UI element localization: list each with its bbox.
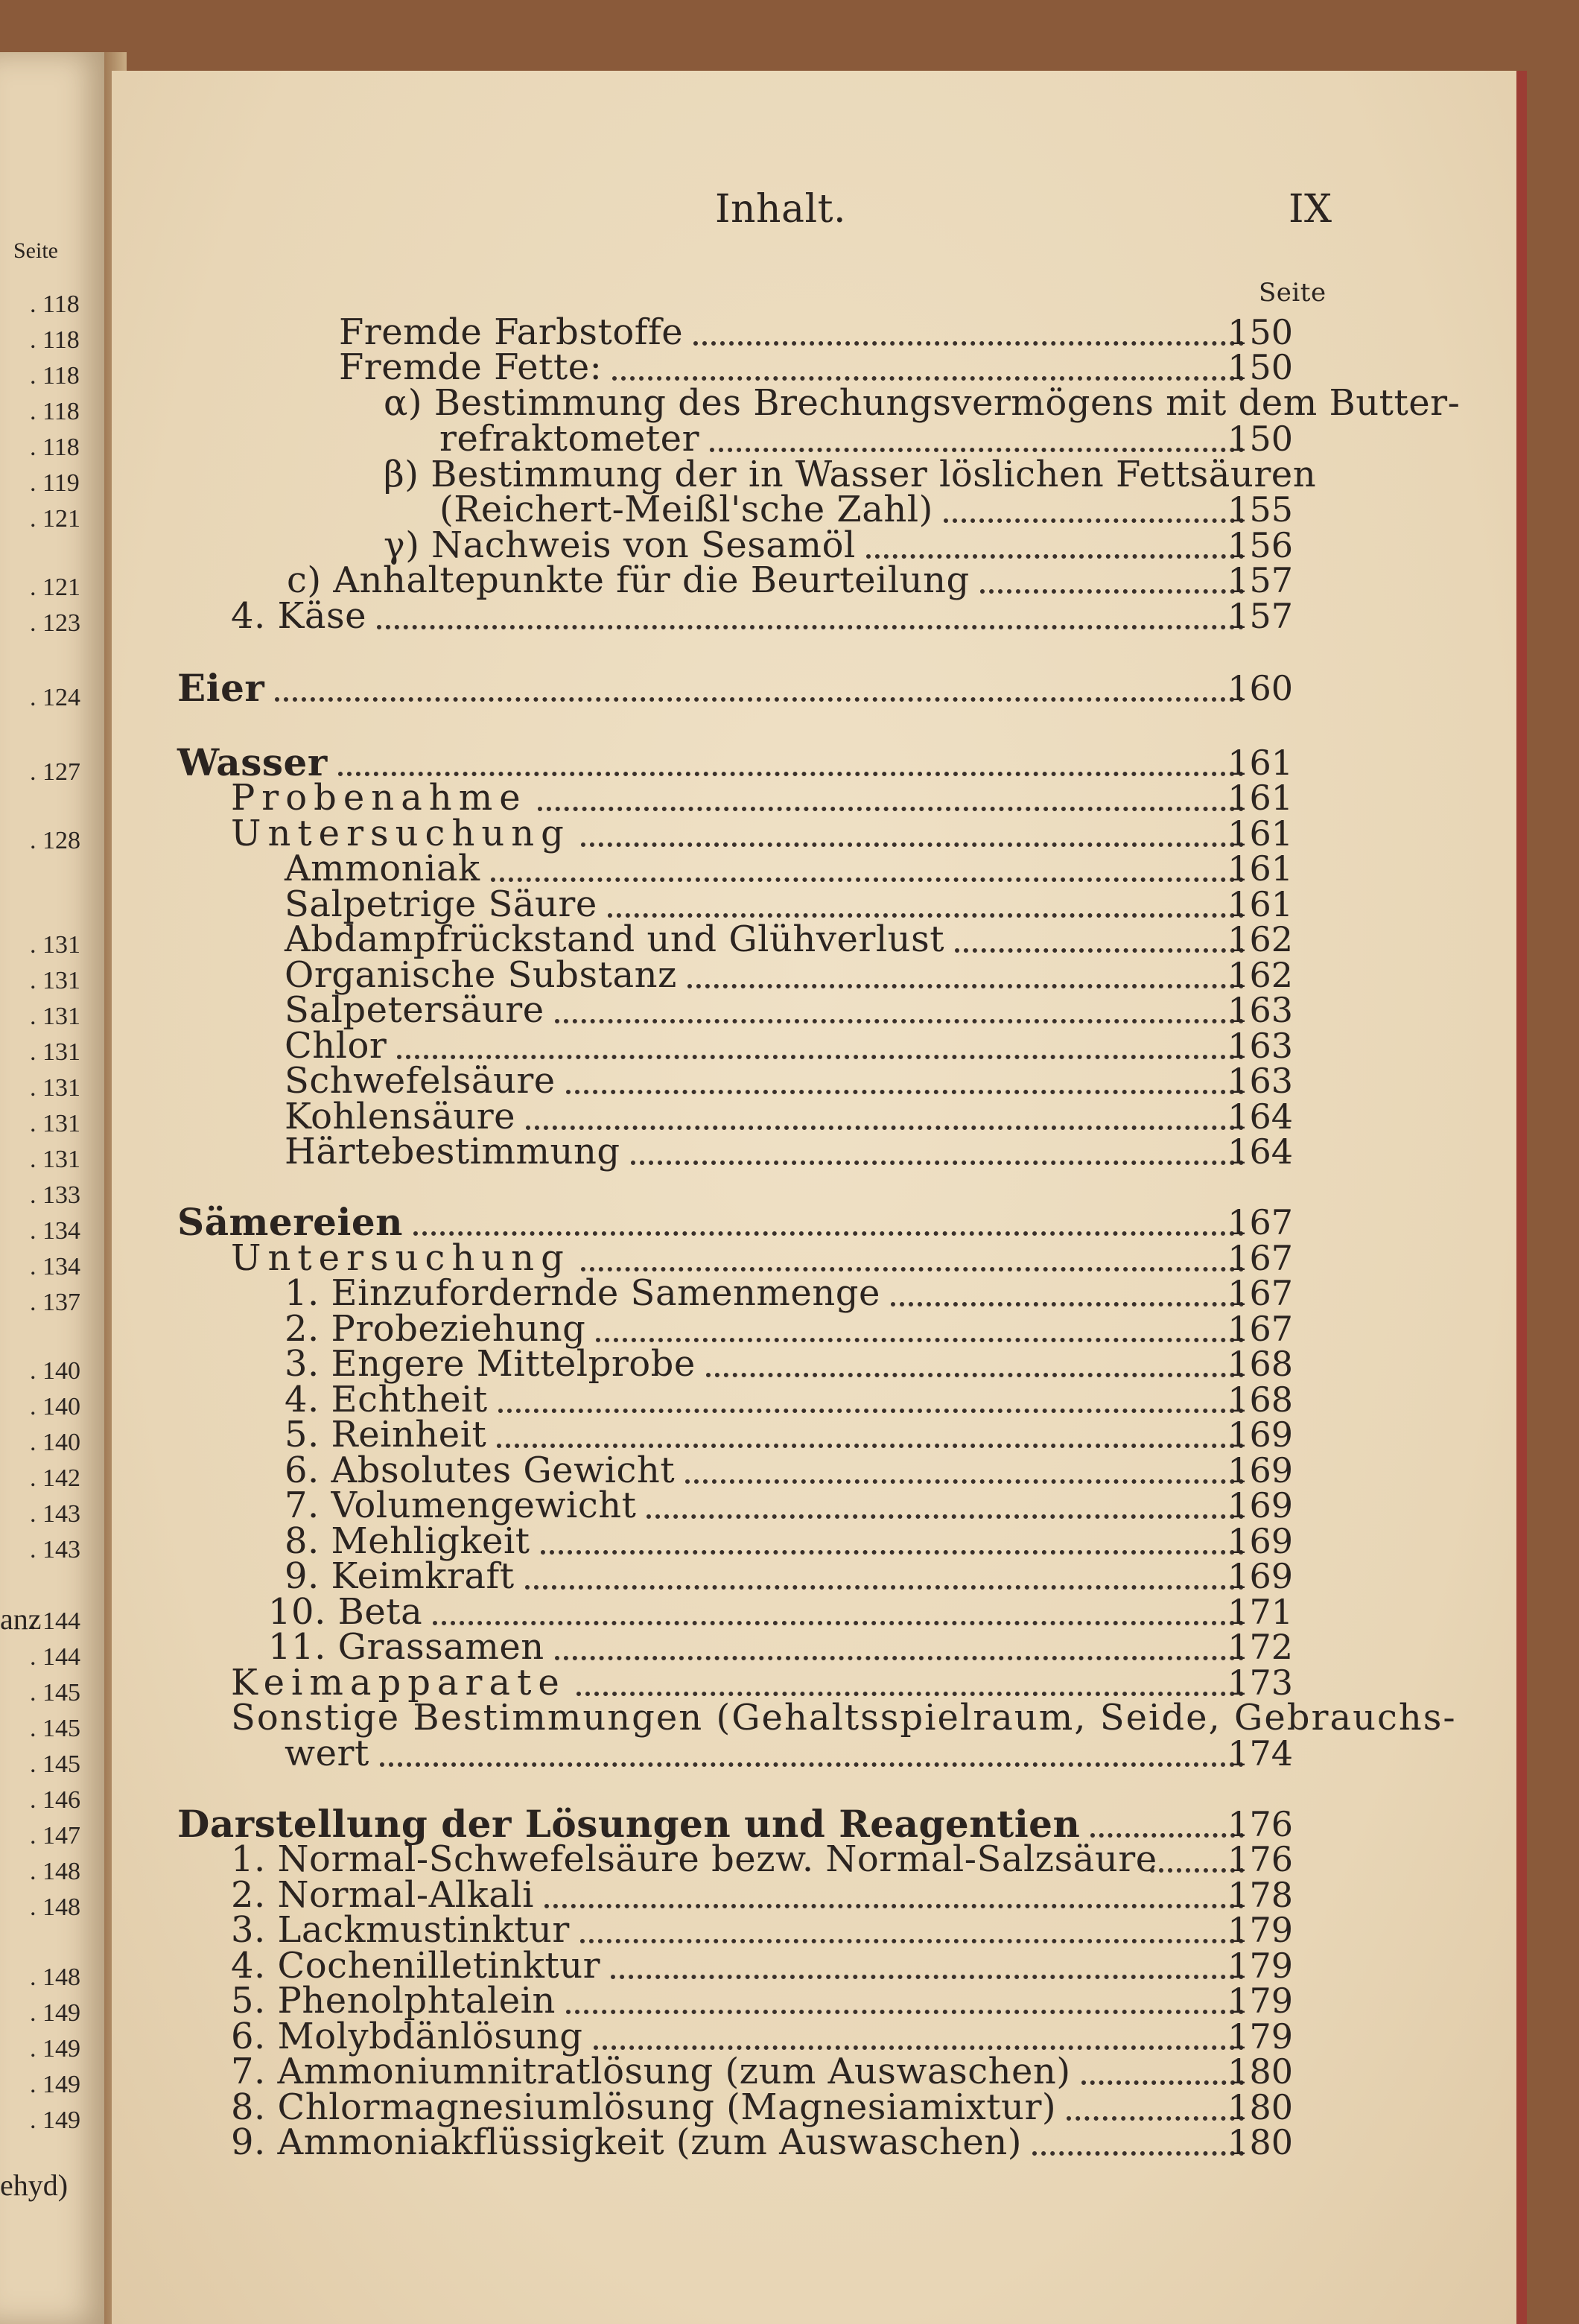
toc-entry-label: 1. Normal-Schwefelsäure bezw. Normal-Salzsäure (231, 1838, 1157, 1880)
toc-entry-label: 7. Ammoniumnitratlösung (zum Auswaschen) (231, 2051, 1071, 2092)
toc-entry-page: 163 (1227, 1061, 1293, 1101)
dot-leader (566, 2010, 1244, 2014)
dot-leader (544, 1904, 1244, 1908)
toc-entry-page: 174 (1227, 1733, 1293, 1774)
toc-entry-label: wert (285, 1733, 369, 1774)
left-page-number: . 148 (30, 1858, 80, 1885)
toc-entry-page: 162 (1227, 955, 1293, 995)
dot-leader (555, 1656, 1244, 1660)
dot-leader (646, 1514, 1244, 1519)
toc-entry-label: 3. Lackmustinktur (231, 1909, 570, 1951)
left-page-number: . 131 (30, 1074, 80, 1102)
left-page-number: . 123 (30, 609, 80, 637)
toc-entry-label: β) Bestimmung der in Wasser löslichen Fettsäuren (384, 454, 1317, 495)
left-page-number: . 134 (30, 1217, 80, 1245)
toc-entry-page: 163 (1227, 1026, 1293, 1066)
toc-entry-label: Kohlensäure (285, 1096, 516, 1137)
toc-entry-page: 167 (1227, 1238, 1293, 1278)
dot-leader (612, 376, 1244, 381)
toc-entry-label: 4. Echtheit (285, 1379, 488, 1420)
toc-entry-label: 2. Probeziehung (285, 1308, 586, 1350)
toc-entry-label: Darstellung der Lösungen und Reagentien (177, 1802, 1081, 1846)
toc-entry-label: 4. Käse (231, 595, 367, 637)
dot-leader (566, 1090, 1244, 1094)
page-title: Inhalt. (715, 187, 847, 232)
left-page-number: . 145 (30, 1715, 80, 1742)
toc-entry-label: Sonstige Bestimmungen (Gehaltsspielraum, Seide, Gebrauchs- (231, 1697, 1457, 1739)
toc-entry-label: 8. Mehligkeit (285, 1520, 530, 1562)
left-page-number: . 144 (30, 1607, 80, 1635)
toc-entry-label: Keimapparate (231, 1662, 566, 1704)
dot-leader (581, 1267, 1244, 1271)
toc-entry-page: 161 (1227, 778, 1293, 818)
toc-entry-label: c) Anhaltepunkte für die Beurteilung (287, 559, 970, 601)
toc-entry-page: 167 (1227, 1309, 1293, 1349)
toc-entry-page: 164 (1227, 1096, 1293, 1137)
left-page-number: . 118 (30, 434, 80, 461)
left-page-number: . 131 (30, 1110, 80, 1137)
left-page-fragment: ehyd) (0, 2168, 69, 2202)
toc-entry-label: α) Bestimmung des Brechungsvermögens mit dem Butter- (384, 382, 1461, 424)
left-page-number: . 140 (30, 1429, 80, 1456)
left-page-number: . 140 (30, 1393, 80, 1420)
toc-entry-label: 4. Cochenilletinktur (231, 1945, 601, 1987)
dot-leader (706, 1373, 1244, 1377)
dot-leader (710, 448, 1244, 452)
toc-entry-page: 164 (1227, 1131, 1293, 1172)
left-page-number: . 128 (30, 827, 80, 854)
left-page-number: . 121 (30, 505, 80, 533)
toc-entry-label: 10. Beta (268, 1591, 423, 1633)
left-page-fragment: anz (0, 1602, 42, 1636)
left-page-number: . 133 (30, 1181, 80, 1209)
toc-entry-page: 180 (1227, 2122, 1293, 2162)
toc-entry-page: 163 (1227, 990, 1293, 1030)
toc-entry-page: 178 (1227, 1875, 1293, 1915)
dot-leader (413, 1231, 1244, 1236)
dot-leader (576, 1692, 1244, 1696)
toc-entry-label: 1. Einzufordernde Samenmenge (285, 1272, 880, 1314)
left-page-number: . 118 (30, 326, 80, 354)
toc-entry-label: 6. Molybdänlösung (231, 2016, 583, 2057)
toc-entry-page: 161 (1227, 743, 1293, 783)
toc-entry-label: Härtebestimmung (285, 1131, 620, 1172)
toc-entry-label: Eier (177, 666, 265, 710)
toc-entry-label: 2. Normal-Alkali (231, 1874, 535, 1916)
left-page-number: . 131 (30, 1003, 80, 1030)
toc-entry-label: Organische Substanz (285, 954, 677, 996)
toc-entry-label: Salpetrige Säure (285, 883, 597, 925)
left-page-number: . 124 (30, 684, 80, 711)
dot-leader (596, 1338, 1244, 1342)
toc-entry-page: 173 (1227, 1663, 1293, 1703)
left-page-number: . 143 (30, 1500, 80, 1528)
previous-page-edge (0, 52, 112, 2324)
toc-entry-page: 179 (1227, 2016, 1293, 2057)
left-page-number: . 149 (30, 2071, 80, 2098)
left-page-number: . 145 (30, 1750, 80, 1778)
left-page-column-header: Seite (13, 238, 58, 263)
dot-leader (526, 1126, 1244, 1130)
dot-leader (525, 1585, 1244, 1590)
toc-entry-page: 180 (1227, 2051, 1293, 2092)
toc-entry-label: 8. Chlormagnesiumlösung (Magnesiamixtur) (231, 2086, 1057, 2128)
toc-entry-label: Sämereien (177, 1200, 404, 1244)
toc-entry-label: 9. Ammoniakflüssigkeit (zum Auswaschen) (231, 2121, 1022, 2163)
left-page-number: . 118 (30, 398, 80, 425)
toc-entry-label: Schwefelsäure (285, 1060, 556, 1102)
toc-entry-label: Untersuchung (231, 813, 571, 854)
dot-leader (631, 1161, 1244, 1165)
toc-entry-page: 168 (1227, 1344, 1293, 1384)
toc-entry-page: 157 (1227, 596, 1293, 636)
toc-entry-page: 179 (1227, 1981, 1293, 2021)
dot-leader (541, 1550, 1244, 1555)
toc-entry-label: γ) Nachweis von Sesamöl (384, 524, 856, 566)
dot-leader (608, 913, 1244, 918)
toc-entry-page: 161 (1227, 848, 1293, 889)
dot-leader (497, 1444, 1244, 1448)
dot-leader (687, 984, 1244, 988)
toc-entry-page: 162 (1227, 919, 1293, 959)
left-page-number: . 147 (30, 1822, 80, 1850)
dot-leader (338, 772, 1244, 776)
toc-entry-page: 171 (1227, 1592, 1293, 1632)
toc-entry-page: 150 (1227, 347, 1293, 387)
toc-entry-page: 169 (1227, 1415, 1293, 1455)
dot-leader (693, 341, 1244, 346)
toc-entry-label: 6. Absolutes Gewicht (285, 1450, 676, 1491)
toc-entry-page: 167 (1227, 1273, 1293, 1313)
toc-entry-page: 180 (1227, 2087, 1293, 2127)
dot-leader (866, 554, 1244, 559)
toc-entry-label: 7. Volumengewicht (285, 1485, 637, 1526)
left-page-number: . 119 (30, 469, 80, 497)
left-page-number: . 131 (30, 1038, 80, 1066)
toc-page (112, 71, 1527, 2324)
toc-entry-page: 155 (1227, 489, 1293, 530)
toc-entry-label: Fremde Farbstoffe (339, 311, 684, 353)
toc-entry-label: Abdampfrückstand und Glühverlust (285, 918, 944, 960)
dot-leader (498, 1409, 1244, 1413)
dot-leader (491, 877, 1244, 882)
toc-entry-label: Ammoniak (285, 848, 480, 889)
left-page-number: . 146 (30, 1786, 80, 1814)
dot-leader (580, 1939, 1244, 1943)
toc-entry-label: Chlor (285, 1025, 387, 1067)
dot-leader (377, 625, 1244, 629)
toc-entry-page: 161 (1227, 884, 1293, 924)
left-page-number: . 142 (30, 1464, 80, 1492)
toc-entry-label: Salpetersäure (285, 989, 544, 1031)
toc-entry-page: 176 (1227, 1804, 1293, 1844)
left-page-number: . 134 (30, 1253, 80, 1280)
toc-entry-label: 5. Phenolphtalein (231, 1980, 556, 2022)
dot-leader (275, 697, 1244, 702)
dot-leader (594, 2045, 1245, 2050)
left-page-number: . 131 (30, 967, 80, 994)
toc-entry-label: 3. Engere Mittelprobe (285, 1343, 696, 1385)
left-page-number: . 149 (30, 2035, 80, 2063)
toc-entry-page: 150 (1227, 419, 1293, 459)
toc-entry-label: Wasser (177, 740, 328, 784)
toc-entry-page: 179 (1227, 1946, 1293, 1986)
toc-entry-page: 168 (1227, 1380, 1293, 1420)
left-page-number: . 137 (30, 1289, 80, 1316)
toc-entry-label: (Reichert-Meißl'sche Zahl) (439, 489, 933, 530)
toc-entry-page: 169 (1227, 1485, 1293, 1525)
toc-entry-label: 9. Keimkraft (285, 1555, 515, 1597)
toc-entry-label: refraktometer (439, 418, 700, 460)
left-page-number: . 127 (30, 758, 80, 786)
left-page-number: . 118 (30, 290, 80, 318)
toc-entry-label: Probenahme (231, 777, 527, 819)
toc-entry-label: Fremde Fette: (339, 346, 603, 388)
dot-leader (685, 1479, 1244, 1484)
toc-entry-label: 11. Grassamen (268, 1626, 544, 1668)
toc-entry-page: 160 (1227, 668, 1293, 708)
toc-entry-page: 167 (1227, 1202, 1293, 1242)
toc-entry-page: 169 (1227, 1556, 1293, 1596)
left-page-number: . 131 (30, 931, 80, 959)
toc-entry-label: Untersuchung (231, 1237, 571, 1279)
left-page-number: . 143 (30, 1536, 80, 1563)
left-page-number: . 144 (30, 1643, 80, 1671)
left-page-number: . 149 (30, 2106, 80, 2134)
dot-leader (581, 842, 1244, 847)
dot-leader (555, 1019, 1244, 1023)
toc-entry-label: 5. Reinheit (285, 1414, 487, 1455)
toc-entry-page: 169 (1227, 1450, 1293, 1490)
column-header: Seite (1259, 278, 1327, 308)
toc-entry-page: 157 (1227, 560, 1293, 600)
toc-entry-page: 161 (1227, 813, 1293, 854)
left-page-number: . 131 (30, 1146, 80, 1173)
left-page-number: . 121 (30, 574, 80, 601)
left-page-number: . 148 (30, 1893, 80, 1921)
left-page-number: . 118 (30, 362, 80, 390)
dot-leader (611, 1975, 1244, 1979)
toc-entry-page: 156 (1227, 525, 1293, 565)
left-page-number: . 145 (30, 1679, 80, 1707)
toc-entry-page: 179 (1227, 1910, 1293, 1950)
toc-entry-page: 150 (1227, 312, 1293, 352)
page-number: IX (1289, 187, 1332, 232)
left-page-number: . 149 (30, 1999, 80, 2027)
dot-leader (380, 1762, 1244, 1767)
dot-leader (433, 1621, 1244, 1625)
toc-entry-page: 169 (1227, 1521, 1293, 1561)
toc-entry-page: 172 (1227, 1627, 1293, 1667)
left-page-number: . 140 (30, 1357, 80, 1385)
dot-leader (538, 807, 1244, 811)
left-page-number: . 148 (30, 1963, 80, 1991)
dot-leader (397, 1055, 1244, 1059)
toc-entry-page: 176 (1227, 1839, 1293, 1879)
